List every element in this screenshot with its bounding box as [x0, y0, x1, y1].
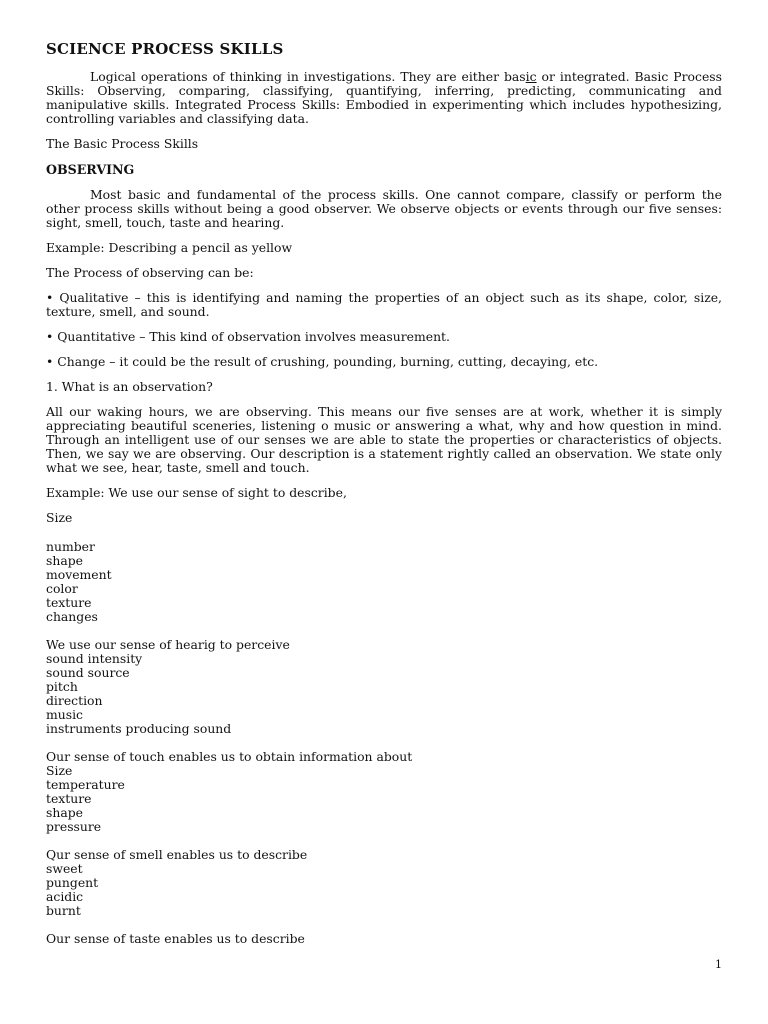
example-sight: Example: We use our sense of sight to describe,	[46, 485, 347, 500]
bullet-quantitative: • Quantitative – This kind of observation involves measurement.	[46, 329, 450, 344]
page-number: 1	[715, 958, 722, 971]
list-item: pitch	[46, 679, 78, 694]
list-item: acidic	[46, 889, 84, 904]
observing-heading: OBSERVING	[46, 162, 135, 177]
list-item: pungent	[46, 875, 99, 890]
list-item: texture	[46, 791, 92, 806]
list-item: sound source	[46, 665, 130, 680]
list-item: Size	[46, 763, 73, 778]
touch-list	[46, 764, 722, 834]
list-item: burnt	[46, 903, 81, 918]
list-item: sound intensity	[46, 651, 143, 666]
observing-paragraph: Most basic and fundamental of the process skills. One cannot compare, classify or perform the other process skills without being a good observer. We observe objects or events through our five senses: sight, smell, touch, taste and hearing.	[46, 187, 722, 230]
sight-list	[46, 540, 722, 624]
answer-paragraph: All our waking hours, we are observing. This means our five senses are at work, whether it is simply appreciating beautiful sceneries, listening o music or answering a what, why and how question in mind. Through an intelligent use of our senses we are able to state the properties or characteristics of objects. Then, we say we are observing. Our description is a statement rightly called an observation. We state only what we see, hear, taste, smell and touch.	[46, 404, 722, 475]
question-heading: 1. What is an observation?	[46, 379, 213, 394]
intro-text-underlined: ic	[525, 69, 537, 84]
hearing-intro: We use our sense of hearig to perceive	[46, 637, 290, 652]
list-item: color	[46, 581, 78, 596]
list-item: temperature	[46, 777, 125, 792]
list-item: direction	[46, 693, 103, 708]
list-item: instruments producing sound	[46, 721, 232, 736]
smell-list	[46, 862, 722, 918]
smell-intro: Qur sense of smell enables us to describe	[46, 847, 308, 862]
bullet-change: • Change – it could be the result of crushing, pounding, burning, cutting, decaying, etc.	[46, 354, 599, 369]
process-intro: The Process of observing can be:	[46, 265, 254, 280]
list-item: pressure	[46, 819, 102, 834]
list-item: movement	[46, 567, 112, 582]
hearing-list	[46, 652, 722, 736]
example-pencil: Example: Describing a pencil as yellow	[46, 240, 293, 255]
basic-skills-heading: The Basic Process Skills	[46, 136, 199, 151]
touch-intro: Our sense of touch enables us to obtain information about	[46, 749, 413, 764]
list-item: shape	[46, 805, 83, 820]
list-item: texture	[46, 595, 92, 610]
bullet-qualitative: • Qualitative – this is identifying and naming the properties of an object such as its shape, color, size, texture, smell, and sound.	[46, 290, 722, 319]
intro-text-end: or integrated. Basic Process Skills: Observing, comparing, classifying, quantifying, inferring, predicting, communicating and manipulative skills. Integrated Process Skills: Embodied in experimenting which includes hypothesizing, controlling variables and classifying data.	[46, 69, 722, 126]
taste-intro: Our sense of taste enables us to describe	[46, 931, 305, 946]
list-item: shape	[46, 553, 83, 568]
list-item: number	[46, 539, 95, 554]
list-item: sweet	[46, 861, 83, 876]
list-item: changes	[46, 609, 98, 624]
list-item: music	[46, 707, 83, 722]
intro-text-start: Logical operations of thinking in investigations. They are either bas	[90, 69, 526, 84]
observation-types-list	[46, 291, 722, 369]
sight-first-item: Size	[46, 510, 73, 525]
page-title: SCIENCE PROCESS SKILLS	[46, 40, 284, 58]
intro-paragraph	[46, 70, 722, 126]
